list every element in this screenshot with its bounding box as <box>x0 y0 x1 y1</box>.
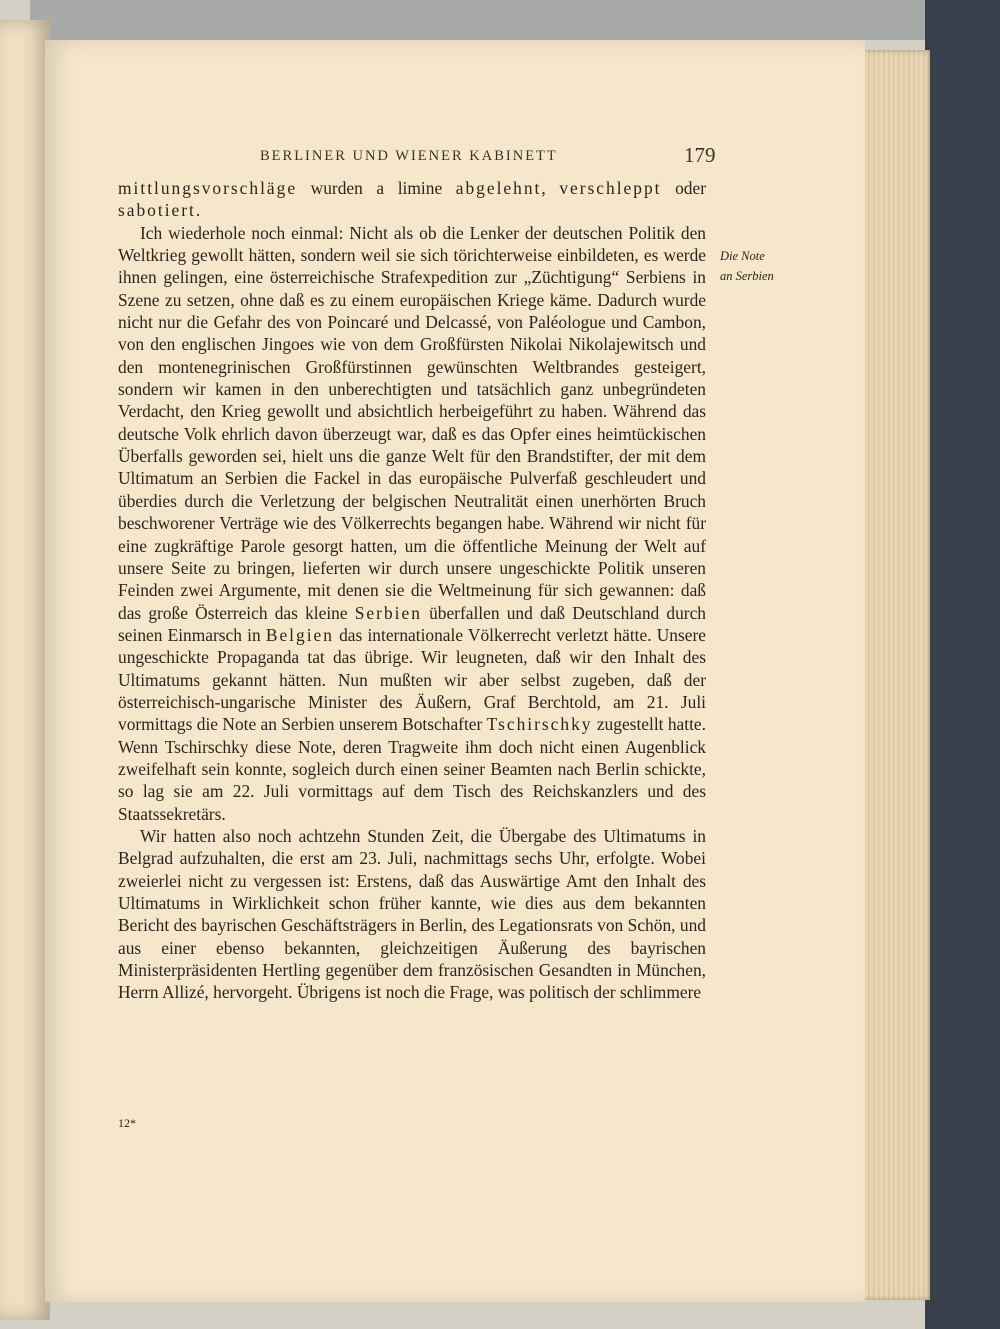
signature-mark: 12* <box>118 1116 136 1130</box>
spaced-term: Tschirschky <box>486 714 593 735</box>
text-run: oder <box>661 178 707 198</box>
text-run: überfallen und daß Deutschland durch seinen Einmarsch in <box>118 602 706 645</box>
body-text <box>118 177 706 1004</box>
spaced-term: sabotiert <box>118 200 196 221</box>
paragraph-2 <box>118 222 706 825</box>
spaced-term: abgelehnt <box>455 178 542 198</box>
paragraph-3 <box>118 825 706 1004</box>
page-number: 179 <box>684 143 716 167</box>
running-head: BERLINER UND WIENER KABINETT <box>260 148 558 164</box>
marginal-note-line-2: an Serbien <box>720 269 774 283</box>
facing-page <box>0 20 50 1320</box>
spaced-term: Serbien <box>354 602 422 623</box>
text-run: . <box>195 200 201 221</box>
marginal-note-line-1: Die Note <box>720 249 765 263</box>
spaced-term: Belgien <box>265 624 334 645</box>
marginal-note <box>720 246 774 286</box>
text-run: das internationale Völkerrecht verletzt hätte. Unsere ungeschickte Propaganda tat das übrige. Wir leugneten, daß wir den Inhalt des Ultimatums gekannt hätten. Nun mußten wir aber selbst zugeben, daß der österreichisch-ungarische Minister des Äußern, Graf Berchtold, am 21. Juli vormittags die Note an Serbien unserem Botschafter <box>118 624 707 735</box>
text-run: wurden a limine <box>297 178 456 198</box>
paragraph-1 <box>118 177 706 222</box>
text-run: Ich wiederhole noch einmal: Nicht als ob die Lenker der deutschen Politik den Weltkrieg gewollt hätten, sondern weil sie sich törichterweise einbildeten, es werde ihnen gelingen, eine österreichische Strafexpedition zur „Züchtigung“ Serbiens in Szene zu setzen, ohne daß es zu einem europäischen Kriege käme. Dadurch wurde nicht nur die Gefahr des von Poincaré und Delcassé, von Paléologue und Cambon, von den englischen Jingoes wie von dem Großfürsten Nikolai Nikolajewitsch und den montenegrinischen Großfürstinnen gewünschten Weltbrandes gesteigert, sondern wir kamen in den unberechtigten und tatsächlich ganz unbegründeten Verdacht, den Krieg gewollt und absichtlich herbeigeführt zu haben. Während das deutsche Volk ehrlich davon überzeugt war, daß es das Opfer eines heimtückischen Überfalls geworden sei, hielt uns die ganze Welt für den Brandstifter, der mit dem Ultimatum an Serbien die Fackel in das europäische Pulverfaß geschleudert und überdies durch die Verletzung der belgischen Neutralität einen unerhörten Bruch beschworener Verträge wie des Völkerrechts begangen habe. Während wir nicht für eine zugkräftige Parole gesorgt hatten, um die öffentliche Meinung der Welt auf unsere Seite zu bringen, lieferten wir durch unsere ungeschickte Politik unseren Feinden zwei Argumente, mit denen sie die Weltmeinung für sich gewannen: daß das große Österreich das kleine <box>118 222 706 623</box>
text-run: , <box>541 178 560 198</box>
book-cover-top <box>30 0 930 40</box>
spaced-term: verschleppt <box>559 178 662 198</box>
spaced-term: mittlungsvorschläge <box>118 178 298 198</box>
text-run: zugestellt hatte. Wenn Tschirschky diese Note, deren Tragweite ihm doch nicht einen Augenblick zweifelhaft sein konnte, sogleich durch einen seiner Beamten nach Berlin schickte, so lag sie am 22. Juli vormittags auf dem Tisch des Reichskanzlers und des Staatssekretärs. <box>118 714 707 824</box>
text-run: Wir hatten also noch achtzehn Stunden Zeit, die Übergabe des Ultimatums in Belgrad aufzuhalten, die erst am 23. Juli, nachmittags sechs Uhr, erfolgte. Wobei zweierlei nicht zu vergessen ist: Erstens, daß das Auswärtige Amt den Inhalt des Ultimatums in Wirklichkeit schon früher kannte, wie dies aus dem bekannten Bericht des bayrischen Geschäftsträgers in Berlin, des Legationsrats von Schön, und aus einer ebenso bekannten, gleichzeitigen Äußerung des bayrischen Ministerpräsidenten Hertling gegenüber dem französischen Gesandten in München, Herrn Allizé, hervorgeht. Übrigens ist noch die Frage, was politisch der schlimmere <box>118 825 706 1003</box>
book-cover-right <box>925 0 1000 1329</box>
